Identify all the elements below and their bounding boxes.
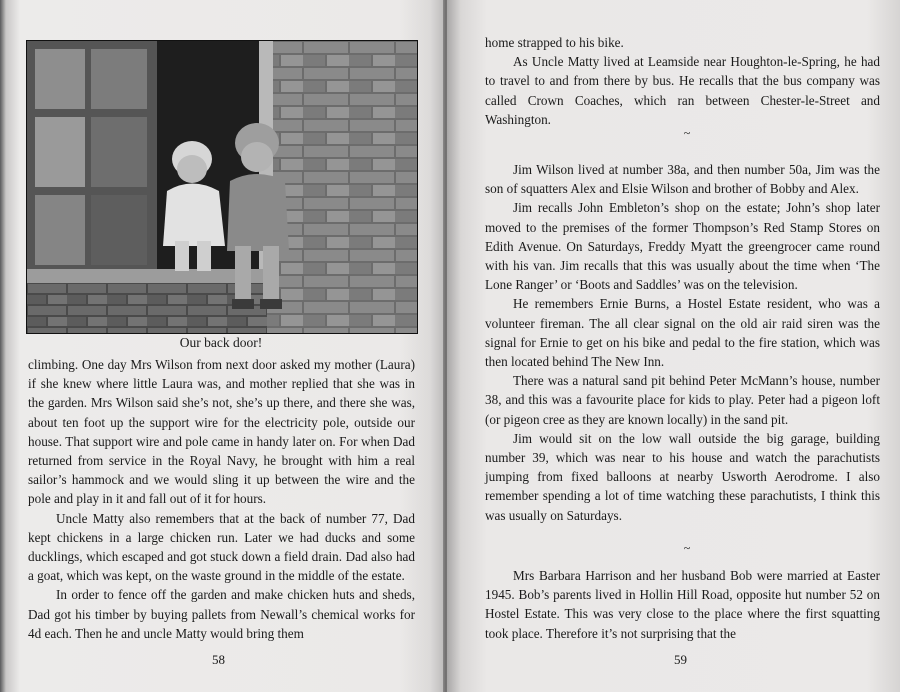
right-paragraph-2: As Uncle Matty lived at Leamside near Houghton-le-Spring, he had to travel to and from there by bus. He recalls that the bus company was called Crown Coaches, which ran between Chester-le-Street and Washington. [485,54,880,127]
right-section-2 [485,160,880,525]
right-paragraph-4: Jim recalls John Embleton’s shop on the estate; John’s shop later moved to the premises of the former Thompson’s Red Stamp Stores on Edith Avenue. On Saturdays, Freddy Myatt the greengrocer came round with his van. Jim recalls that this was usually about the time when ‘The Lone Ranger’ or ‘Boots and Saddles’ was on the television. [485,200,880,293]
children-photo [26,40,418,334]
left-paragraph-2: Uncle Matty also remembers that at the back of number 77, Dad kept chickens in a large chicken run. Later we had ducks and some ducklings, which escaped and got stuck down a field drain. Dad also had a goat, which was kept, on the waste ground in the middle of the estate. [28,510,415,584]
page-number-right: 59 [674,652,687,667]
photo-caption: Our back door! [179,335,263,350]
right-page [447,0,900,692]
right-paragraph-5: He remembers Ernie Burns, a Hostel Estate resident, who was a volunteer fireman. The all clear signal on the old air raid siren was the signal for Ernie to get on his bike and pedal to the fire station, which was then located behind The New Inn. [485,296,880,370]
right-section-1 [485,33,880,129]
left-paragraph-3: In order to fence off the garden and make chicken huts and sheds, Dad got his timber by buying pallets from Newall’s chemical works for 4d each. Then he and uncle Matty would bring them [28,587,415,641]
left-paragraph-1: climbing. One day Mrs Wilson from next door asked my mother (Laura) if she knew where little Laura was, and mother replied that she was in the garden. Mrs Wilson said she’s not, she’s up there, and there she was, about ten foot up the support wire for the electricity pole, outside our house. That support wire and pole came in handy later on. For when Dad returned from service in the Royal Navy, he brought with him a real sailor’s hammock and we would sling it up between the wire and the pole and play in it and fall out of it for hours. [28,357,415,507]
right-paragraph-8: Mrs Barbara Harrison and her husband Bob were married at Easter 1945. Bob’s parents lived in Hollin Hill Road, opposite hut number 52 on Hostel Estate. This was very close to the place where the first squatting took place. Therefore it’s not surprising that the [485,568,880,641]
right-paragraph-6: There was a natural sand pit behind Peter McMann’s house, number 38, and this was a favourite place for kids to play. Peter had a pigeon loft (or pigeon cree as they are known locally) in the sand pit. [485,373,880,427]
right-paragraph-7: Jim would sit on the low wall outside the big garage, building number 39, which was near to his house and watch the parachutists jumping from fixed balloons at nearby Usworth Aerodrome. I also remember spending a lot of time watching these parachutists, I think this was usually on Saturdays. [485,430,880,523]
left-page [0,0,446,692]
section-separator-1: ~ [683,126,691,140]
right-section-3 [485,566,880,643]
right-paragraph-1: home strapped to his bike. [485,35,624,50]
page-number-left: 58 [212,652,225,667]
photo-image [27,41,417,333]
left-page-body [28,355,415,643]
section-separator-2: ~ [683,541,691,555]
right-paragraph-3: Jim Wilson lived at number 38a, and then number 50a, Jim was the son of squatters Alex and Elsie Wilson and brother of Bobby and Alex. [485,162,880,197]
